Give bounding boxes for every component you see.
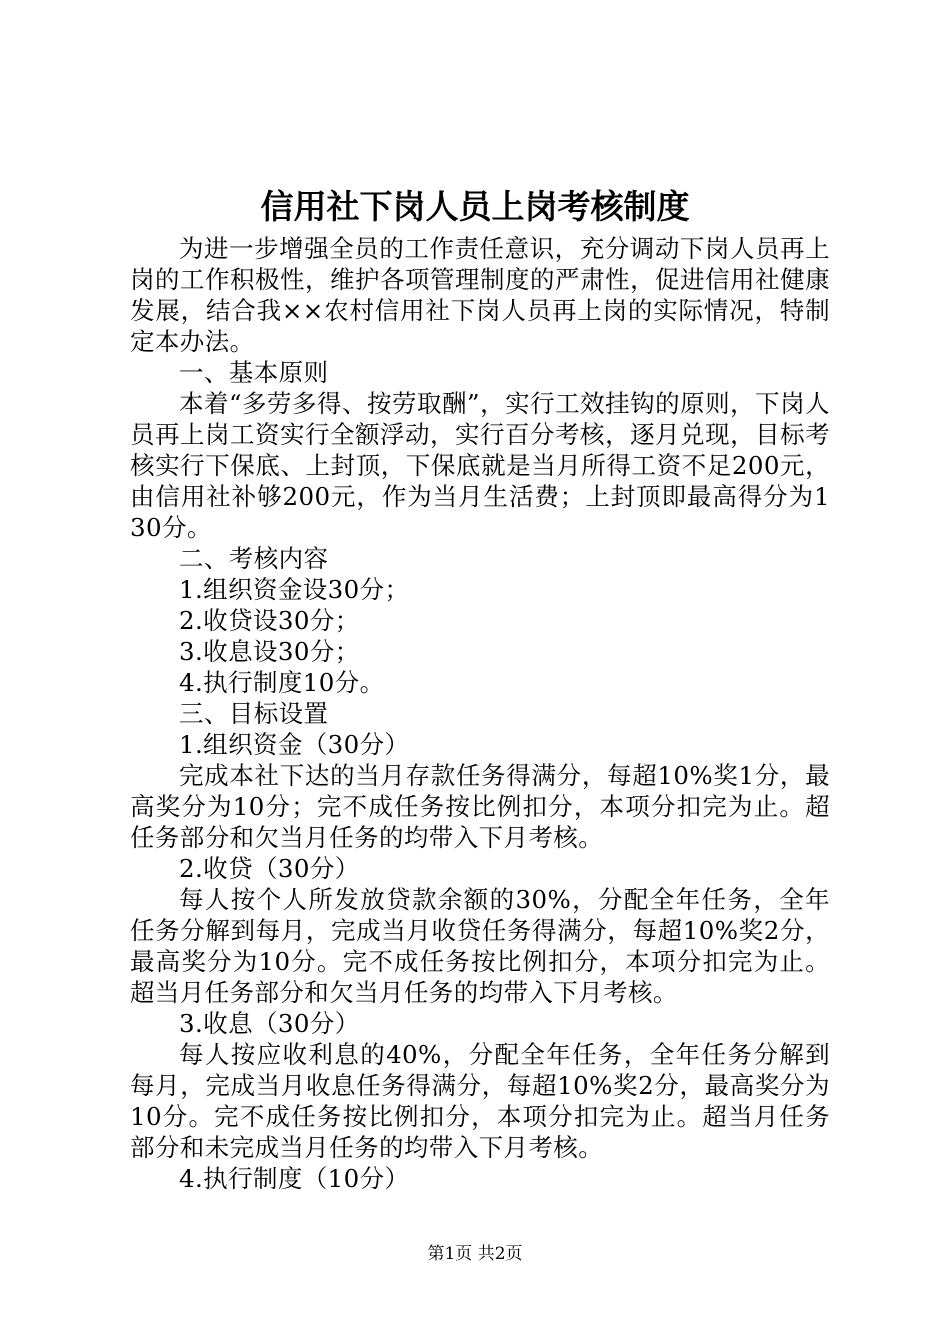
- subsection-heading-loans: 2.收贷（30分）: [179, 854, 360, 883]
- section-heading-principles: 一、基本原则: [179, 358, 329, 387]
- subsection-heading-rules: 4.执行制度（10分）: [179, 1164, 410, 1193]
- document-body: [130, 233, 830, 1194]
- interest-paragraph: 每人按应收利息的40%，分配全年任务，全年任务分解到每月，完成当月收息任务得满分，每超10%奖2分，最高奖分为10分。完不成任务按比例扣分，本项分扣完为止。超当月任务部分和未完成当月任务的均带入下月考核。: [130, 1040, 830, 1162]
- subsection-heading-funds: 1.组织资金（30分）: [179, 730, 410, 759]
- content-item: 2.收贷设30分；: [179, 606, 360, 635]
- subsection-heading-interest: 3.收息（30分）: [179, 1009, 360, 1038]
- funds-paragraph: 完成本社下达的当月存款任务得满分，每超10%奖1分，最高奖分为10分；完不成任务按比例扣分，本项分扣完为止。超任务部分和欠当月任务的均带入下月考核。: [130, 761, 830, 852]
- document-title: 信用社下岗人员上岗考核制度: [260, 187, 690, 226]
- loans-paragraph: 每人按个人所发放贷款余额的30%，分配全年任务，全年任务分解到每月，完成当月收贷任务得满分，每超10%奖2分，最高奖分为10分。完不成任务按比例扣分，本项分扣完为止。超当月任务部分和欠当月任务的均带入下月考核。: [130, 885, 830, 1007]
- content-item: 3.收息设30分；: [179, 637, 360, 666]
- page-footer: 第1页 共2页: [427, 1244, 523, 1264]
- principles-paragraph: 本着“多劳多得、按劳取酬”，实行工效挂钩的原则，下岗人员再上岗工资实行全额浮动，实行百分考核，逐月兑现，目标考核实行下保底、上封顶，下保底就是当月所得工资不足200元，由信用社补够200元，作为当月生活费；上封顶即最高得分为130分。: [130, 389, 830, 542]
- content-item: 4.执行制度10分。: [179, 668, 385, 697]
- intro-paragraph: 为进一步增强全员的工作责任意识，充分调动下岗人员再上岗的工作积极性，维护各项管理制度的严肃性，促进信用社健康发展，结合我××农村信用社下岗人员再上岗的实际情况，特制定本办法。: [130, 234, 830, 356]
- section-heading-content: 二、考核内容: [179, 544, 329, 573]
- section-heading-targets: 三、目标设置: [179, 699, 329, 728]
- content-item: 1.组织资金设30分；: [179, 575, 410, 604]
